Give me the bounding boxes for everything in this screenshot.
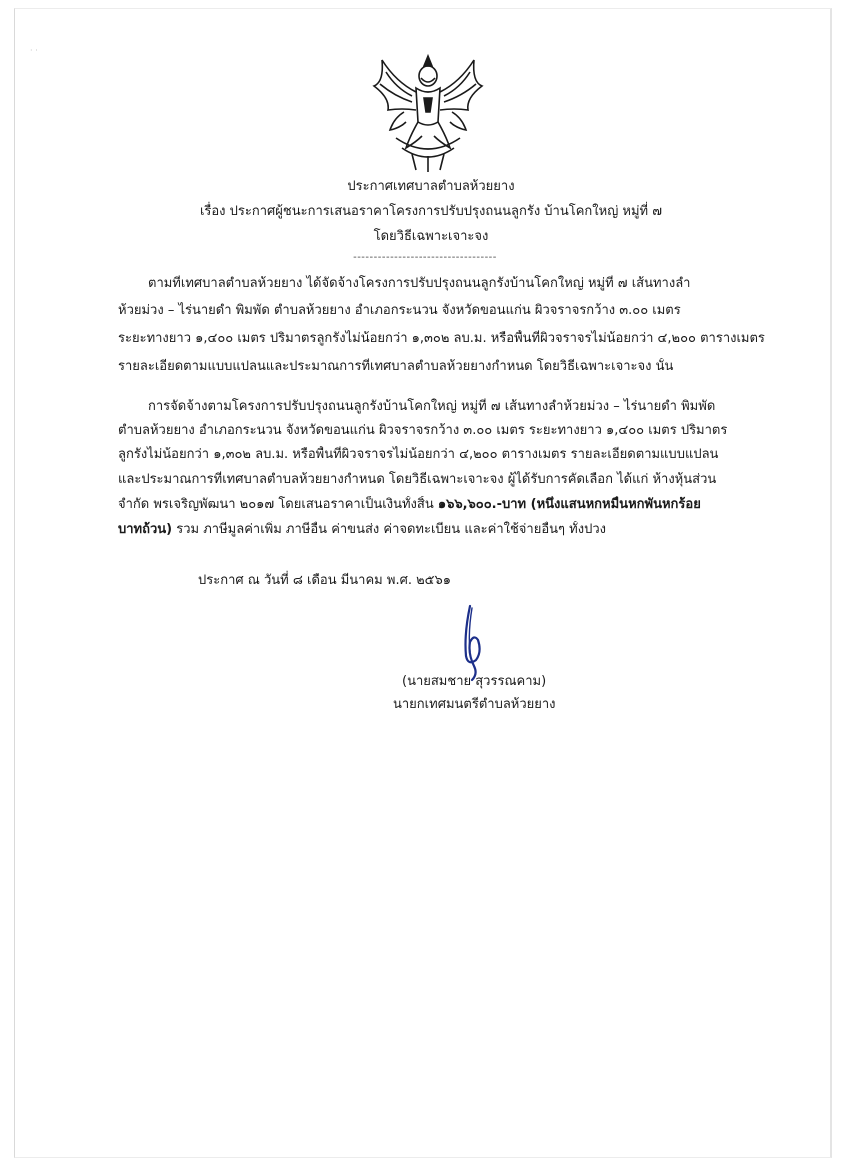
contract-amount: ๑๖๖,๖๐๐.-บาท (หนึ่งแสนหกหมื่นหกพันหกร้อย [437, 497, 701, 512]
paragraph1-line: รายละเอียดตามแบบแปลนและประมาณการที่เทศบาลตำบลห้วยยางกำหนด โดยวิธีเฉพาะเจาะจง นั้น [118, 359, 674, 374]
included-costs-text: รวม ภาษีมูลค่าเพิ่ม ภาษีอื่น ค่าขนส่ง ค่าจดทะเบียน และค่าใช้จ่ายอื่นๆ ทั้งปวง [172, 522, 606, 537]
announcement-subject: เรื่อง ประกาศผู้ชนะการเสนอราคาโครงการปรับปรุงถนนลูกรัง บ้านโคกใหญ่ หมู่ที่ ๗ [199, 204, 663, 219]
signatory-title: นายกเทศมนตรีตำบลห้วยยาง [393, 697, 556, 712]
garuda-emblem-icon [366, 52, 490, 174]
scan-speck: · · [30, 46, 38, 55]
paragraph1-line: ห้วยม่วง – ไร่นายดำ พิมพัด ตำบลห้วยยาง อำเภอกระนวน จังหวัดขอนแก่น ผิวจราจรกว้าง ๓.๐๐ เมตร [118, 303, 681, 318]
contract-amount-words-end: บาทถ้วน) [118, 522, 173, 537]
procurement-method: โดยวิธีเฉพาะเจาะจง [373, 229, 489, 244]
announcement-title: ประกาศเทศบาลตำบลห้วยยาง [347, 179, 515, 194]
signature-mark [448, 604, 498, 682]
paragraph2-line: ตำบลห้วยยาง อำเภอกระนวน จังหวัดขอนแก่น ผิวจราจรกว้าง ๓.๐๐ เมตร ระยะทางยาว ๑,๔๐๐ เมตร ปริมาตร [118, 423, 728, 438]
paragraph2-line [118, 521, 768, 539]
paragraph2-line: การจัดจ้างตามโครงการปรับปรุงถนนลูกรังบ้านโคกใหญ่ หมู่ที่ ๗ เส้นทางลำห้วยม่วง – ไร่นายดำ พิมพัด [148, 399, 716, 414]
title-separator: ----------------------------------- [353, 252, 497, 263]
paragraph2-line: และประมาณการที่เทศบาลตำบลห้วยยางกำหนด โดยวิธีเฉพาะเจาะจง ผู้ได้รับการคัดเลือก ได้แก่ ห้างหุ้นส่วน [118, 472, 717, 487]
paragraph1-line: ระยะทางยาว ๑,๔๐๐ เมตร ปริมาตรลูกรังไม่น้อยกว่า ๑,๓๐๒ ลบ.ม. หรือพื้นที่ผิวจราจรไม่น้อยกว่า ๔,๒๐๐ ตารางเมตร [118, 331, 765, 346]
contract-company-text: จำกัด พรเจริญพัฒนา ๒๐๑๗ โดยเสนอราคาเป็นเงินทั้งสิ้น [118, 497, 438, 512]
announcement-date: ประกาศ ณ วันที่ ๘ เดือน มีนาคม พ.ศ. ๒๕๖๑ [198, 573, 452, 588]
paragraph2-line [118, 496, 768, 514]
signatory-name: (นายสมชาย สุวรรณคาม) [402, 674, 547, 689]
paragraph2-line: ลูกรังไม่น้อยกว่า ๑,๓๐๒ ลบ.ม. หรือพื้นที่ผิวจราจรไม่น้อยกว่า ๔,๒๐๐ ตารางเมตร รายละเอียดตามแบบแปลน [118, 447, 719, 462]
paragraph1-line: ตามที่เทศบาลตำบลห้วยยาง ได้จัดจ้างโครงการปรับปรุงถนนลูกรังบ้านโคกใหญ่ หมู่ที่ ๗ เส้นทางลำ [148, 276, 691, 291]
